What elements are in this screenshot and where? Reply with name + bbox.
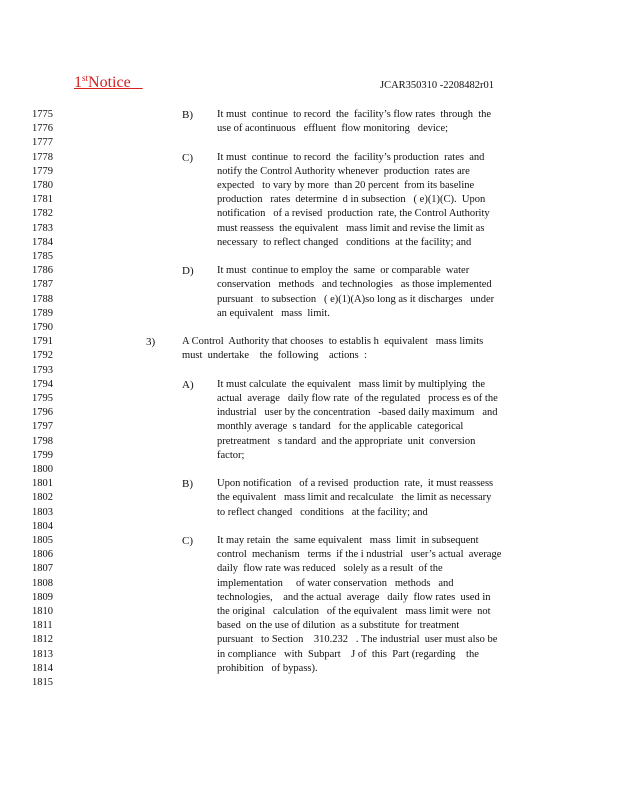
paragraph-label: C) bbox=[182, 535, 193, 547]
paragraph-text-line: must undertake the following actions : bbox=[182, 350, 367, 362]
paragraph-label: 3) bbox=[146, 336, 156, 349]
line-number: 1785 bbox=[32, 251, 53, 262]
line-number: 1801 bbox=[32, 478, 53, 490]
line-number: 1814 bbox=[32, 662, 53, 674]
line-number: 1811 bbox=[32, 620, 53, 632]
paragraph-text-line: pursuant to subsection ( e)(1)(A)so long as it discharges under bbox=[217, 293, 495, 305]
line-number: 1808 bbox=[32, 577, 53, 589]
line-number: 1796 bbox=[32, 407, 53, 419]
paragraph-text-line: must reassess the equivalent mass limit and revise the limit as bbox=[217, 222, 485, 234]
paragraph-text-line: industrial user by the concentration -based daily maximum and bbox=[217, 407, 498, 419]
line-number: 1791 bbox=[32, 336, 53, 348]
line-number: 1809 bbox=[32, 591, 53, 603]
paragraph-text-line: necessary to reflect changed conditions at the facility; and bbox=[217, 236, 472, 248]
line-number: 1810 bbox=[32, 606, 53, 617]
paragraph-text-line: implementation of water conservation methods and bbox=[217, 577, 454, 589]
paragraph-text-line: actual average daily flow rate of the regulated process es of the bbox=[217, 393, 498, 404]
paragraph-label: A) bbox=[182, 378, 194, 391]
paragraph-text-line: in compliance with Subpart J of this Part (regarding the bbox=[217, 648, 479, 660]
line-number: 1812 bbox=[32, 634, 53, 646]
line-number: 1784 bbox=[32, 236, 53, 248]
line-number: 1783 bbox=[32, 222, 53, 234]
paragraph-text-line: the original calculation of the equivalent mass limit were not bbox=[217, 606, 491, 617]
line-number: 1795 bbox=[32, 393, 53, 404]
paragraph-text-line: prohibition of bypass). bbox=[217, 662, 318, 674]
paragraph-text-line: It must continue to record the facility’s flow rates through the bbox=[217, 109, 492, 120]
line-number: 1786 bbox=[32, 265, 53, 277]
line-number: 1781 bbox=[32, 194, 53, 206]
line-number: 1807 bbox=[32, 563, 53, 575]
line-number: 1780 bbox=[32, 180, 53, 191]
paragraph-text-line: It must continue to employ the same or comparable water bbox=[217, 265, 470, 277]
line-number: 1782 bbox=[32, 208, 53, 220]
paragraph-text-line: notification of a revised production rate, the Control Authority bbox=[217, 208, 490, 220]
notice-ordinal-suffix: st bbox=[82, 73, 89, 83]
notice-header bbox=[74, 74, 143, 92]
paragraph-text-line: an equivalent mass limit. bbox=[217, 307, 330, 319]
paragraph-text-line: conservation methods and technologies as those implemented bbox=[217, 279, 492, 291]
paragraph-text-line: factor; bbox=[217, 449, 245, 461]
paragraph-text-line: daily flow rate was reduced solely as a result of the bbox=[217, 563, 443, 575]
paragraph-text-line: production rates determine d in subsection ( e)(1)(C). Upon bbox=[217, 194, 486, 206]
paragraph-label: C) bbox=[182, 151, 193, 164]
line-number: 1790 bbox=[32, 322, 53, 333]
paragraph-text-line: It must calculate the equivalent mass limit by multiplying the bbox=[217, 378, 485, 390]
line-number: 1802 bbox=[32, 492, 53, 504]
line-number: 1775 bbox=[32, 109, 53, 120]
paragraph-text-line: technologies, and the actual average daily flow rates used in bbox=[217, 591, 491, 603]
line-number: 1804 bbox=[32, 520, 53, 532]
paragraph-label: B) bbox=[182, 109, 193, 121]
line-number: 1800 bbox=[32, 464, 53, 475]
line-number: 1792 bbox=[32, 350, 53, 362]
paragraph-label: D) bbox=[182, 265, 194, 278]
paragraph-text-line: It may retain the same equivalent mass limit in subsequent bbox=[217, 535, 479, 546]
paragraph-text-line: notify the Control Authority whenever production rates are bbox=[217, 165, 470, 177]
paragraph-text-line: use of acontinuous effluent flow monitoring device; bbox=[217, 123, 449, 135]
line-number: 1794 bbox=[32, 378, 53, 390]
paragraph-text-line: A Control Authority that chooses to establis h equivalent mass limits bbox=[182, 336, 484, 348]
line-number: 1806 bbox=[32, 549, 53, 561]
paragraph-text-line: control mechanism terms if the i ndustrial user’s actual average bbox=[217, 549, 502, 561]
line-number: 1805 bbox=[32, 535, 53, 546]
paragraph-text-line: expected to vary by more than 20 percent from its baseline bbox=[217, 180, 475, 191]
paragraph-text-line: monthly average s tandard for the applicable categorical bbox=[217, 421, 464, 433]
line-number: 1813 bbox=[32, 648, 53, 660]
line-number: 1798 bbox=[32, 435, 53, 447]
notice-number: 1 bbox=[74, 74, 82, 91]
paragraph-text-line: pursuant to Section 310.232 . The industrial user must also be bbox=[217, 634, 498, 646]
document-code: JCAR350310 -2208482r01 bbox=[380, 80, 495, 91]
line-number: 1815 bbox=[32, 677, 53, 688]
paragraph-text-line: pretreatment s tandard and the appropriate unit conversion bbox=[217, 435, 476, 447]
line-number: 1788 bbox=[32, 293, 53, 305]
line-number: 1789 bbox=[32, 307, 53, 319]
paragraph-text-line: based on the use of dilution as a substitute for treatment bbox=[217, 620, 460, 632]
line-number: 1797 bbox=[32, 421, 53, 433]
paragraph-text-line: It must continue to record the facility’s production rates and bbox=[217, 151, 485, 163]
paragraph-text-line: the equivalent mass limit and recalculate the limit as necessary bbox=[217, 492, 492, 504]
line-number: 1787 bbox=[32, 279, 53, 291]
notice-word: Notice bbox=[88, 74, 131, 91]
paragraph-label: B) bbox=[182, 478, 193, 491]
line-number: 1793 bbox=[32, 364, 53, 376]
line-number: 1803 bbox=[32, 506, 53, 518]
line-number: 1778 bbox=[32, 151, 53, 163]
line-number: 1799 bbox=[32, 449, 53, 461]
paragraph-text-line: to reflect changed conditions at the facility; and bbox=[217, 506, 428, 518]
line-number: 1777 bbox=[32, 137, 53, 149]
paragraph-text-line: Upon notification of a revised production rate, it must reassess bbox=[217, 478, 494, 490]
line-number: 1776 bbox=[32, 123, 53, 135]
line-number: 1779 bbox=[32, 165, 53, 177]
